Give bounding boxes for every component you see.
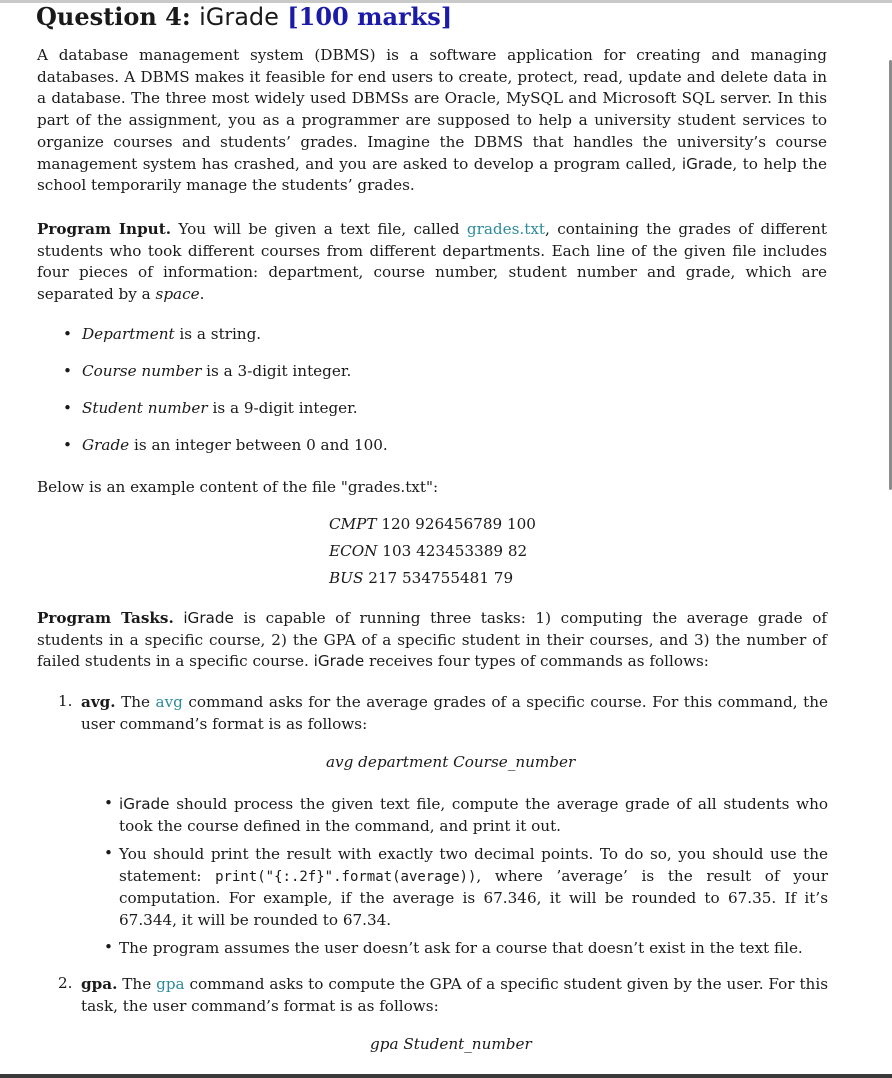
avg-bullet-process: iGrade should process the given text file, compute the average grade of all students who took the course defined in the command, and print it out. — [119, 795, 828, 835]
example-line: CMPT 120 926456789 100 — [329, 515, 536, 533]
example-line: ECON 103 423453389 82 — [329, 542, 528, 560]
bullet-icon: • — [63, 399, 72, 417]
intro-app-name: iGrade — [681, 154, 733, 173]
bullet-icon: • — [104, 844, 113, 862]
print-statement-code: print("{:.2f}".format(average)) — [215, 868, 477, 885]
field-item: Student number is a 9-digit integer. — [82, 399, 358, 417]
program-tasks-heading: Program Tasks. — [37, 609, 174, 627]
enum-number: 1. — [58, 692, 73, 710]
gpa-command-format: gpa Student_number — [370, 1035, 532, 1053]
bullet-icon: • — [63, 325, 72, 343]
grades-file-link[interactable]: grades.txt — [466, 220, 546, 238]
example-intro: Below is an example content of the file "grades.txt": — [37, 478, 439, 496]
enum-number: 2. — [58, 974, 73, 992]
avg-bullet-assumption: The program assumes the user doesn’t ask for a course that doesn’t exist in the text file. — [119, 939, 803, 957]
field-item: Course number is a 3-digit integer. — [82, 362, 352, 380]
bullet-icon: • — [63, 436, 72, 454]
avg-link[interactable]: avg — [155, 693, 183, 711]
avg-bullet-format: You should print the result with exactly two decimal points. To do so, you should use the statement: print("{:.2f}".format(average)), where ’average’ is the result of your computation. For example, if the average is 67.346, it will be rounded to 67.35. If it’s 67.344, it will be rounded to 67.34. — [119, 845, 828, 930]
gpa-command-description: gpa. The gpa command asks to compute the GPA of a specific student given by the user. For this task, the user command’s format is as follows: — [81, 975, 828, 1015]
gpa-link[interactable]: gpa — [156, 975, 185, 993]
field-item: Department is a string. — [82, 325, 262, 343]
bullet-icon: • — [104, 938, 113, 956]
program-input-paragraph: Program Input. You will be given a text file, called grades.txt, containing the grades of different students who took different courses from different departments. Each line of the given file includes four pieces of information: department, course number, student number and grade, which are separated by a space. — [37, 220, 827, 304]
program-tasks-paragraph: Program Tasks. iGrade is capable of running three tasks: 1) computing the average grade of students in a specific course, 2) the GPA of a specific student in their courses, and 3) the number of failed students in a specific course. iGrade receives four types of commands as follows: — [37, 609, 827, 671]
program-input-heading: Program Input. — [37, 220, 172, 238]
bullet-icon: • — [63, 362, 72, 380]
avg-command-format: avg department Course_number — [326, 753, 576, 771]
bottom-bar — [0, 1074, 892, 1078]
example-line: BUS 217 534755481 79 — [329, 569, 514, 587]
question-label: Question 4: — [36, 2, 191, 31]
question-heading — [36, 2, 452, 31]
bullet-icon: • — [104, 794, 113, 812]
intro-paragraph: A database management system (DBMS) is a software application for creating and managing databases. A DBMS makes it feasible for end users to create, protect, read, update and delete data in a database. The three most widely used DBMSs are Oracle, MySQL and Microsoft SQL server. In this part of the assignment, you as a programmer are supposed to help a university student services to organize courses and students’ grades. Imagine the DBMS that handles the university’s course management system has crashed, and you are asked to develop a program called, iGrade, to help the school temporarily manage the students’ grades. — [37, 46, 827, 195]
field-item: Grade is an integer between 0 and 100. — [82, 436, 388, 454]
avg-command-description: avg. The avg command asks for the average grades of a specific course. For this command, the user command’s format is as follows: — [81, 693, 828, 733]
question-marks: [100 marks] — [287, 2, 453, 31]
question-title: iGrade — [199, 3, 279, 31]
